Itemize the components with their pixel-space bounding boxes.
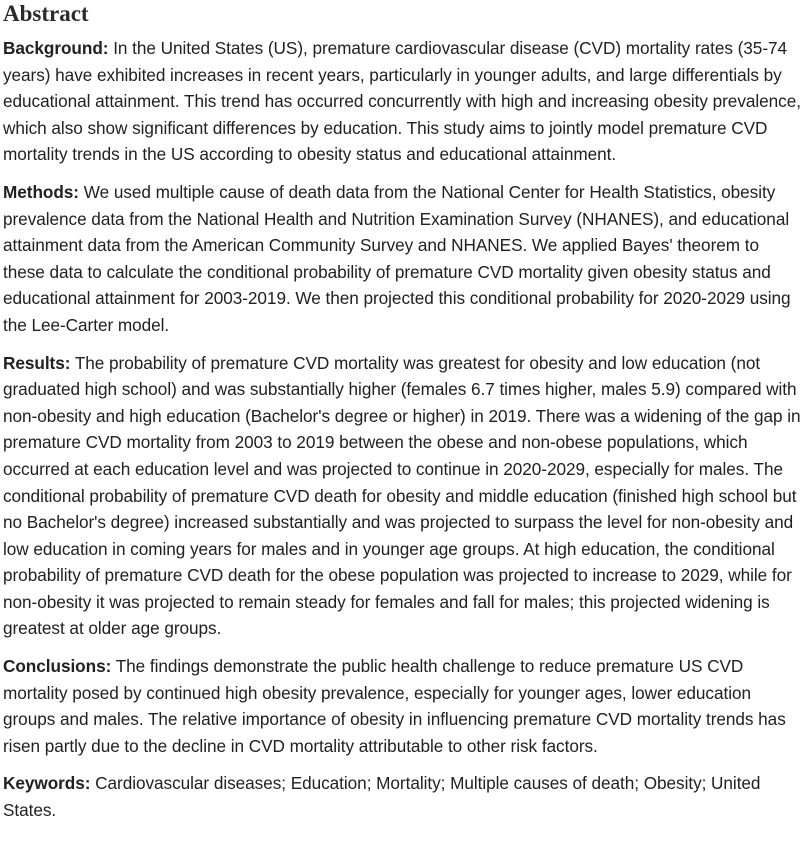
keywords-label: Keywords: [3,773,91,794]
conclusions-label: Conclusions: [3,656,112,677]
background-text: In the United States (US), premature cardiovascular disease (CVD) mortality rates (35-74 years) have exhibited increases in recent years, particularly in younger adults, and large differentials by educational attainment. This trend has occurred concurrently with high and increasing obesity prevalence, which also show significant differences by education. This study aims to jointly model premature CVD mortality trends in the US according to obesity status and educational attainment. [3,38,801,165]
results-section [3,350,804,643]
results-label: Results: [3,352,71,373]
background-section [3,35,804,168]
abstract-page [3,0,804,835]
methods-text: We used multiple cause of death data from the National Center for Health Statistics, obesity prevalence data from the National Health and Nutrition Examination Survey (NHANES), and educational attainment data from the American Community Survey and NHANES. We applied Bayes' theorem to these data to calculate the conditional probability of premature CVD mortality given obesity status and educational attainment for 2003-2019. We then projected this conditional probability for 2020-2029 using the Lee-Carter model. [3,181,791,335]
keywords-section [3,770,804,823]
methods-section [3,179,804,339]
conclusions-section [3,653,804,759]
methods-label: Methods: [3,181,79,202]
keywords-text: Cardiovascular diseases; Education; Mortality; Multiple causes of death; Obesity; United States. [3,773,761,821]
conclusions-text: The findings demonstrate the public health challenge to reduce premature US CVD mortality posed by continued high obesity prevalence, especially for younger ages, lower education groups and males. The relative importance of obesity in influencing premature CVD mortality trends has risen partly due to the decline in CVD mortality attributable to other risk factors. [3,656,786,756]
results-text: The probability of premature CVD mortality was greatest for obesity and low education (not graduated high school) and was substantially higher (females 6.7 times higher, males 5.9) compared with non-obesity and high education (Bachelor's degree or higher) in 2019. There was a widening of the gap in premature CVD mortality from 2003 to 2019 between the obese and non-obese populations, which occurred at each education level and was projected to continue in 2020-2029, especially for males. The conditional probability of premature CVD death for obesity and middle education (finished high school but no Bachelor's degree) increased substantially and was projected to surpass the level for non-obesity and low education in coming years for males and in younger age groups. At high education, the conditional probability of premature CVD death for the obese population was projected to increase to 2029, while for non-obesity it was projected to remain steady for females and fall for males; this projected widening is greatest at older age groups. [3,352,801,639]
abstract-heading: Abstract [3,1,89,26]
background-label: Background: [3,38,109,58]
